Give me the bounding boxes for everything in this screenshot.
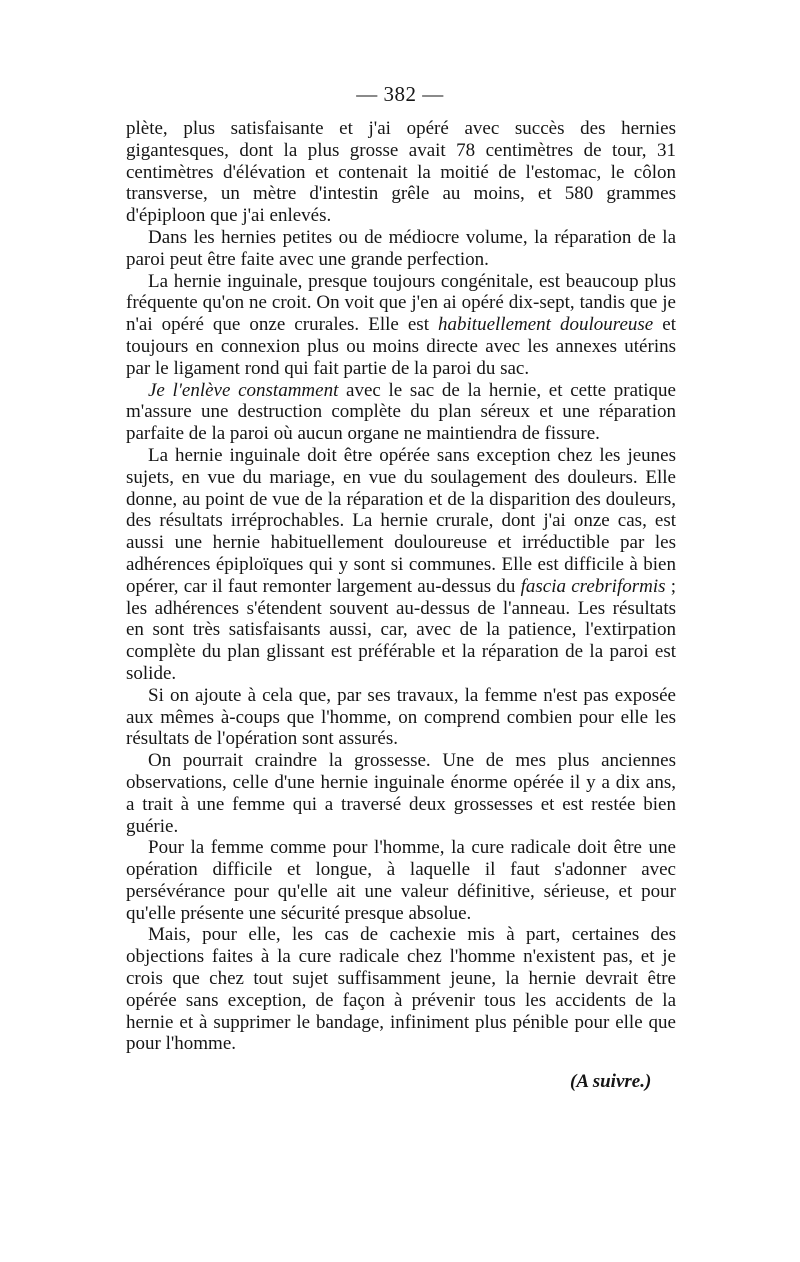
text-run: Pour la femme comme pour l'homme, la cure radicale doit être une opération difficile et longue, à laquelle il faut s'adonner avec persévérance pour qu'elle ait une valeur définitive, sérieuse, et pour qu'elle présente une sécurité presque absolue.: [126, 837, 676, 924]
body-text: [126, 118, 676, 1055]
paragraph: [126, 380, 676, 445]
paragraph: [126, 924, 676, 1055]
page-number: — 382 —: [356, 82, 444, 106]
italic-text: Je l'enlève constamment: [148, 379, 339, 401]
paragraph: [126, 750, 676, 837]
text-run: On pourrait craindre la grossesse. Une de mes plus anciennes observations, celle d'une hernie inguinale énorme opérée il y a dix ans, a trait à une femme qui a traversé deux grossesses et est restée bien guérie.: [126, 750, 676, 837]
italic-text: habituellement douloureuse: [438, 314, 654, 336]
paragraph: [126, 685, 676, 750]
paragraph: [126, 227, 676, 271]
italic-text: fascia crebriformis: [520, 575, 666, 597]
text-run: ; les adhérences s'étendent souvent au-dessus de l'anneau. Les résultats en sont très satisfaisants aussi, car, avec de la patience, l'extirpation complète du plan glissant est préférable et la réparation de la paroi est solide.: [126, 575, 677, 684]
paragraph: [126, 837, 676, 924]
text-run: et toujours en connexion plus ou moins directe avec les annexes utérins par le ligament rond qui fait partie de la paroi du sac.: [126, 314, 676, 379]
text-run: La hernie inguinale, presque toujours congénitale, est beaucoup plus fréquente qu'on ne croit. On voit que j'en ai opéré dix-sept, tandis que je n'ai opéré que onze crurales. Elle est: [126, 270, 676, 336]
text-run: La hernie inguinale doit être opérée sans exception chez les jeunes sujets, en vue du mariage, en vue du soulagement des douleurs. Elle donne, au point de vue de la réparation et de la disparition des douleurs, des résultats irréprochables. La hernie crurale, dont j'ai onze cas, est aussi une hernie habituellement douloureuse et irréductible par les adhérences épiploïques qui y sont si communes. Elle est difficile à bien opérer, car il faut remonter largement au-dessus du: [126, 444, 676, 597]
paragraph: [126, 118, 676, 227]
text-run: Si on ajoute à cela que, par ses travaux, la femme n'est pas exposée aux mêmes à-coups que l'homme, on comprend combien pour elle les résultats de l'opération sont assurés.: [126, 684, 676, 750]
text-run: Mais, pour elle, les cas de cachexie mis à part, certaines des objections faites à la cure radicale chez l'homme n'existent pas, et je crois que chez tout sujet suffisamment jeune, la hernie devrait être opérée sans exception, de façon à prévenir tous les accidents de la hernie et à supprimer le bandage, infiniment plus pénible pour elle que pour l'homme.: [126, 924, 676, 1055]
text-run: Dans les hernies petites ou de médiocre volume, la réparation de la paroi peut être faite avec une grande perfection.: [126, 226, 676, 270]
continuation-note: (A suivre.): [570, 1071, 652, 1092]
paragraph: [126, 445, 676, 685]
paragraph: [126, 271, 676, 380]
text-run: plète, plus satisfaisante et j'ai opéré avec succès des hernies gigantesques, dont la plus grosse avait 78 centimètres de tour, 31 centimètres d'élévation et contenait la moitié de l'estomac, le côlon transverse, un mètre d'intestin grêle au moins, et 580 grammes d'épiploon que j'ai enlevés.: [126, 118, 676, 227]
text-run: avec le sac de la hernie, et cette pratique m'assure une destruction complète du plan séreux et une réparation parfaite de la paroi où aucun organe ne maintiendra de fissure.: [126, 379, 676, 445]
